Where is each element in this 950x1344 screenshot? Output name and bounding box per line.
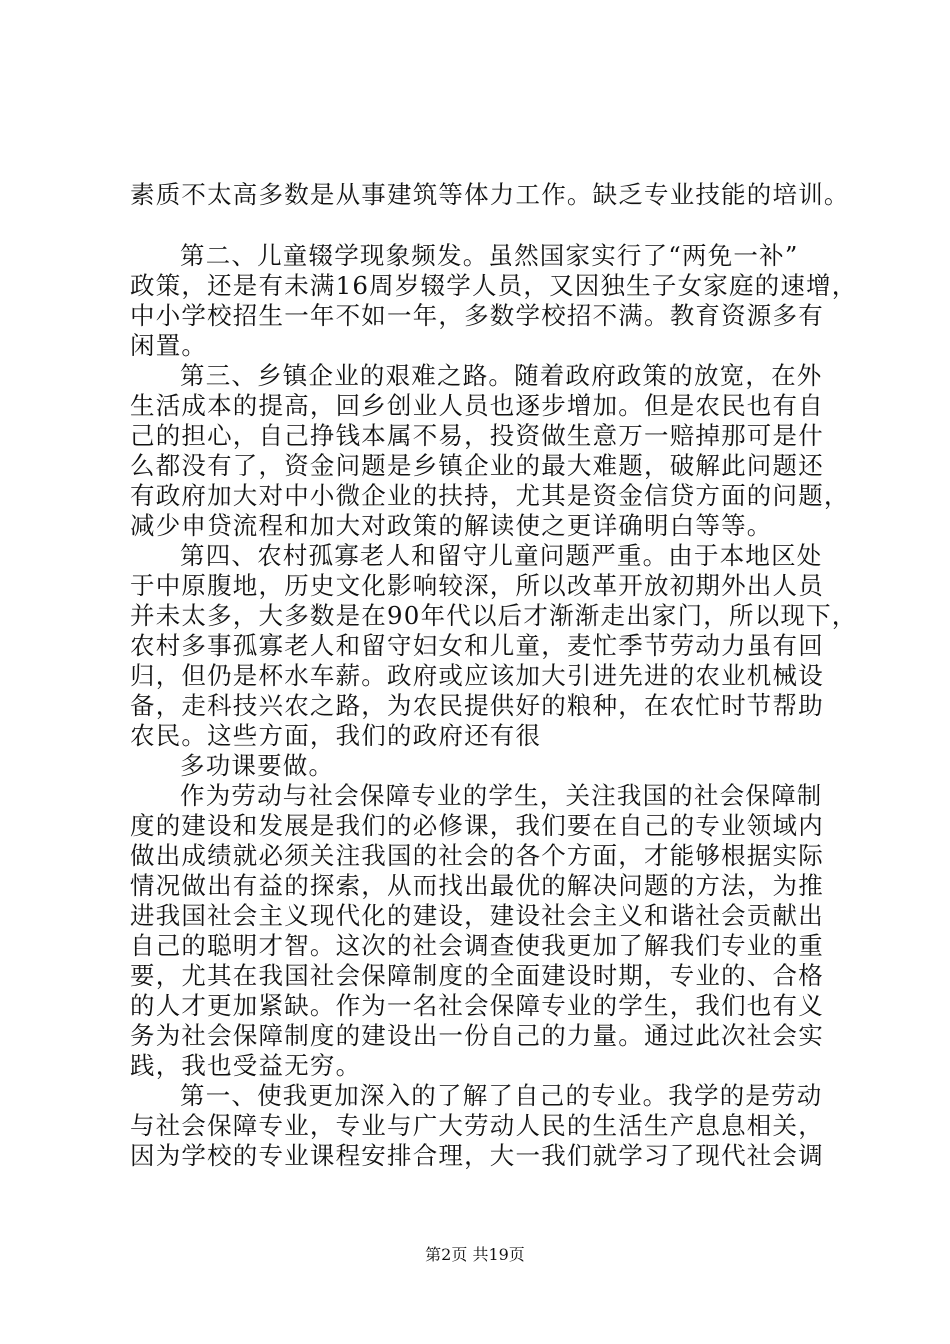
text-line: 务为社会保障制度的建设出一份自己的力量。通过此次社会实 bbox=[130, 1021, 824, 1050]
text-line: 多功课要做。 bbox=[180, 751, 335, 780]
text-line: 第一、使我更加深入的了解了自己的专业。我学的是劳动 bbox=[180, 1081, 823, 1110]
text-line: 进我国社会主义现代化的建设，建设社会主义和谐社会贡献出 bbox=[130, 901, 824, 930]
text-line: 践，我也受益无穷。 bbox=[130, 1051, 362, 1080]
text-line: 自己的聪明才智。这次的社会调查使我更加了解我们专业的重 bbox=[130, 931, 824, 960]
text-line: 闲置。 bbox=[130, 331, 208, 360]
page-footer: 第2页 共19页 bbox=[425, 1245, 525, 1264]
text-line: 政策，还是有未满16周岁辍学人员，又因独生子女家庭的速增， bbox=[130, 271, 858, 300]
text-line: 情况做出有益的探索，从而找出最优的解决问题的方法，为推 bbox=[130, 871, 824, 900]
text-line: 并未太多，大多数是在90年代以后才渐渐走出家门，所以现下， bbox=[130, 601, 858, 630]
text-line: 第三、乡镇企业的艰难之路。随着政府政策的放宽，在外 bbox=[180, 361, 823, 390]
text-line: 中小学校招生一年不如一年，多数学校招不满。教育资源多有 bbox=[130, 301, 824, 330]
text-line: 备，走科技兴农之路，为农民提供好的粮种，在农忙时节帮助 bbox=[130, 691, 824, 720]
text-line: 己的担心，自己挣钱本属不易，投资做生意万一赔掉那可是什 bbox=[130, 421, 824, 450]
text-line: 素质不太高多数是从事建筑等体力工作。缺乏专业技能的培训。 bbox=[130, 180, 850, 209]
text-line: 生活成本的提高，回乡创业人员也逐步增加。但是农民也有自 bbox=[130, 391, 824, 420]
text-line: 第二、儿童辍学现象频发。虽然国家实行了“两免一补” bbox=[180, 241, 799, 270]
text-line: 要，尤其在我国社会保障制度的全面建设时期，专业的、合格 bbox=[130, 961, 824, 990]
text-line: 第四、农村孤寡老人和留守儿童问题严重。由于本地区处 bbox=[180, 541, 823, 570]
text-line: 的人才更加紧缺。作为一名社会保障专业的学生，我们也有义 bbox=[130, 991, 824, 1020]
text-line: 因为学校的专业课程安排合理，大一我们就学习了现代社会调 bbox=[130, 1141, 824, 1170]
text-line: 做出成绩就必须关注我国的社会的各个方面，才能够根据实际 bbox=[130, 841, 824, 870]
text-line: 与社会保障专业，专业与广大劳动人民的生活生产息息相关， bbox=[130, 1111, 824, 1140]
text-line: 农村多事孤寡老人和留守妇女和儿童，麦忙季节劳动力虽有回 bbox=[130, 631, 824, 660]
text-line: 有政府加大对中小微企业的扶持，尤其是资金信贷方面的问题， bbox=[130, 481, 850, 510]
text-line: 农民。这些方面，我们的政府还有很 bbox=[130, 721, 542, 750]
text-line: 减少申贷流程和加大对政策的解读使之更详确明白等等。 bbox=[130, 511, 773, 540]
text-line: 么都没有了，资金问题是乡镇企业的最大难题，破解此问题还 bbox=[130, 451, 824, 480]
text-line: 作为劳动与社会保障专业的学生，关注我国的社会保障制 bbox=[180, 781, 823, 810]
text-line: 归，但仍是杯水车薪。政府或应该加大引进先进的农业机械设 bbox=[130, 661, 824, 690]
text-line: 度的建设和发展是我们的必修课，我们要在自己的专业领域内 bbox=[130, 811, 824, 840]
text-line: 于中原腹地，历史文化影响较深，所以改革开放初期外出人员 bbox=[130, 571, 824, 600]
